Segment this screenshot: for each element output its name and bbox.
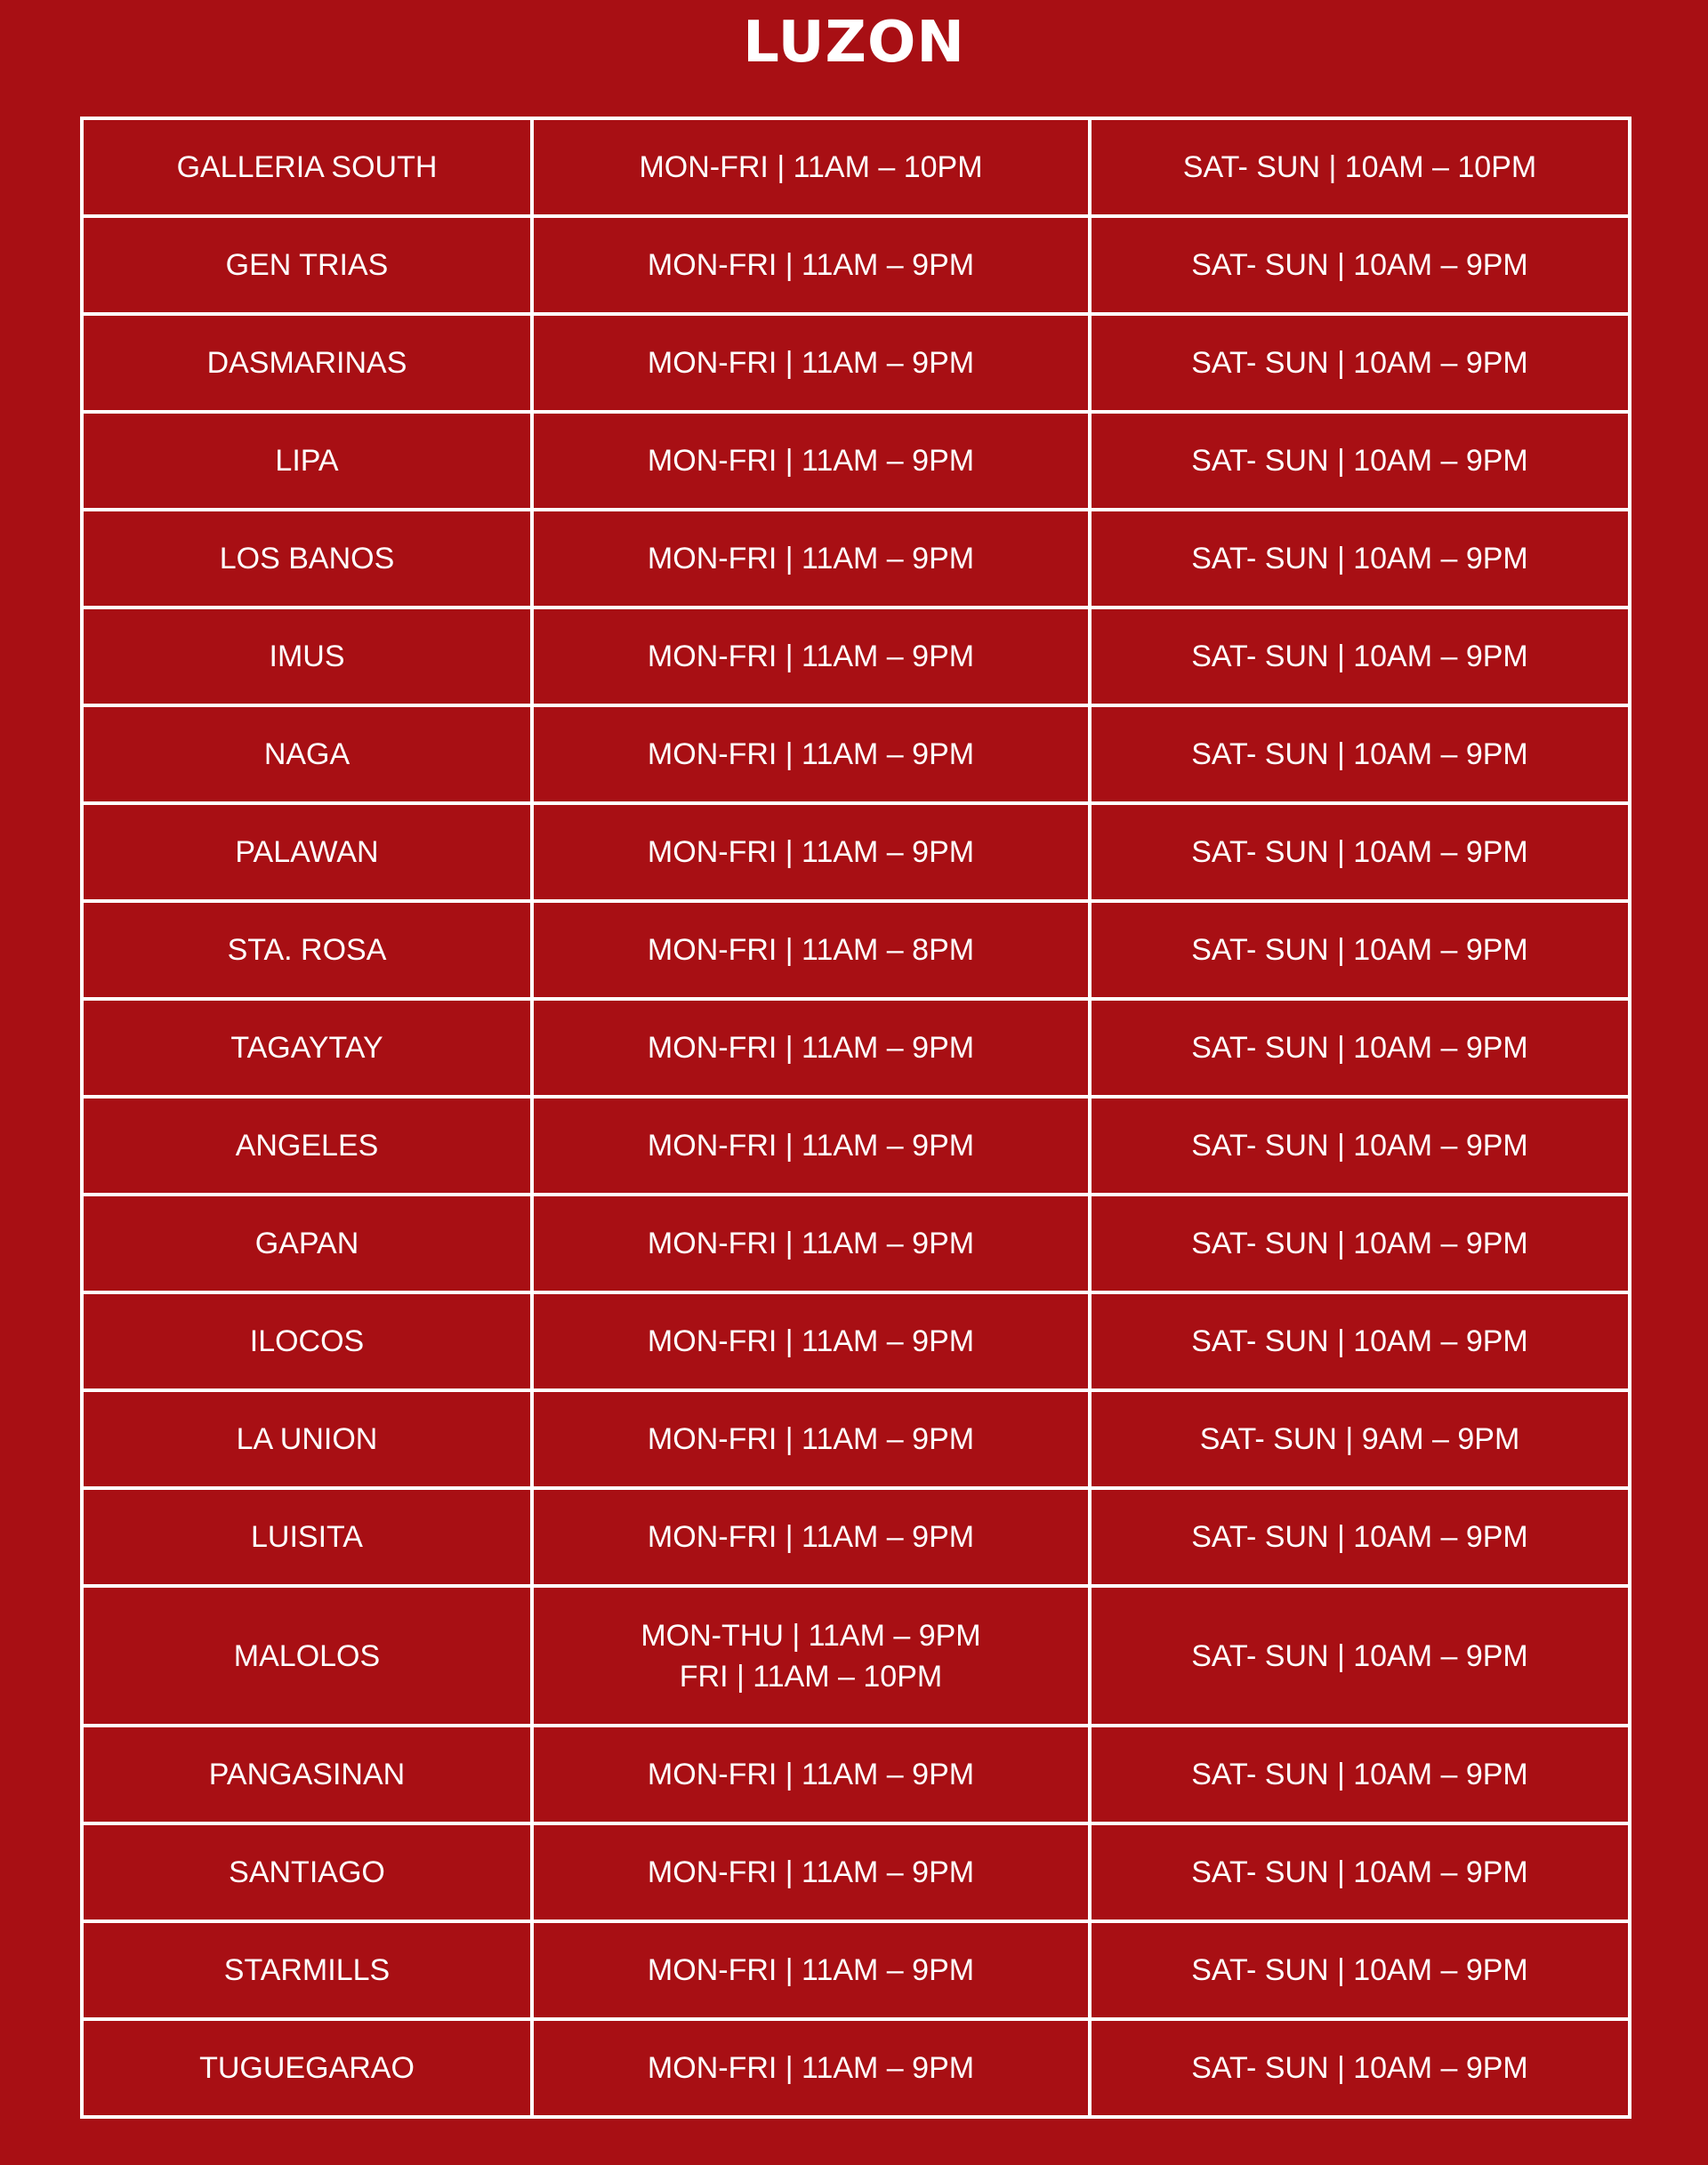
weekday-hours-line: MON-FRI | 11AM – 9PM [647, 1758, 975, 1791]
weekday-hours-cell [532, 1586, 1090, 1726]
branch-name-cell: STA. ROSA [82, 901, 532, 999]
table-row [82, 999, 1630, 1097]
weekday-hours-cell [532, 803, 1090, 901]
weekday-hours-line: MON-FRI | 11AM – 9PM [647, 1953, 975, 1987]
table-row [82, 608, 1630, 705]
weekday-hours-line: MON-FRI | 11AM – 9PM [647, 542, 975, 575]
weekday-hours-line: MON-FRI | 11AM – 9PM [647, 444, 975, 478]
weekday-hours-line: MON-FRI | 11AM – 9PM [647, 737, 975, 771]
weekend-hours-cell: SAT- SUN | 10AM – 9PM [1090, 314, 1630, 412]
weekday-hours-cell [532, 216, 1090, 314]
weekday-hours-cell [532, 1097, 1090, 1195]
table-row [82, 1586, 1630, 1726]
table-row [82, 1488, 1630, 1586]
branch-name-cell: MALOLOS [82, 1586, 532, 1726]
table-row [82, 1292, 1630, 1390]
branch-name-cell: LOS BANOS [82, 510, 532, 608]
weekend-hours-cell: SAT- SUN | 10AM – 9PM [1090, 1726, 1630, 1823]
weekday-hours-line: MON-FRI | 11AM – 9PM [647, 1855, 975, 1889]
weekday-hours-line: MON-FRI | 11AM – 9PM [647, 835, 975, 869]
table-row [82, 803, 1630, 901]
weekend-hours-cell: SAT- SUN | 9AM – 9PM [1090, 1390, 1630, 1488]
weekday-hours-line: MON-FRI | 11AM – 9PM [647, 1129, 975, 1163]
weekend-hours-cell: SAT- SUN | 10AM – 9PM [1090, 1921, 1630, 2019]
weekday-hours-cell [532, 314, 1090, 412]
weekday-hours-line: MON-FRI | 11AM – 9PM [647, 1227, 975, 1260]
branch-name-cell: LIPA [82, 412, 532, 510]
table-row [82, 216, 1630, 314]
table-row [82, 1823, 1630, 1921]
weekend-hours-cell: SAT- SUN | 10AM – 9PM [1090, 999, 1630, 1097]
table-row [82, 1390, 1630, 1488]
weekday-hours-cell [532, 705, 1090, 803]
weekend-hours-cell: SAT- SUN | 10AM – 9PM [1090, 803, 1630, 901]
weekday-hours-cell [532, 999, 1090, 1097]
weekend-hours-cell: SAT- SUN | 10AM – 9PM [1090, 1823, 1630, 1921]
branch-name-cell: PANGASINAN [82, 1726, 532, 1823]
table-row [82, 1726, 1630, 1823]
weekend-hours-cell: SAT- SUN | 10AM – 9PM [1090, 1586, 1630, 1726]
weekend-hours-cell: SAT- SUN | 10AM – 9PM [1090, 216, 1630, 314]
weekday-hours-line: FRI | 11AM – 10PM [679, 1659, 943, 1694]
weekday-hours-line: MON-FRI | 11AM – 9PM [647, 1520, 975, 1554]
weekday-hours-line: MON-FRI | 11AM – 10PM [639, 150, 983, 184]
weekday-hours-cell [532, 1823, 1090, 1921]
weekday-hours-cell [532, 901, 1090, 999]
table-row [82, 314, 1630, 412]
table-row [82, 412, 1630, 510]
weekday-hours-cell [532, 118, 1090, 216]
branch-name-cell: LA UNION [82, 1390, 532, 1488]
branch-name-cell: STARMILLS [82, 1921, 532, 2019]
branch-name-cell: GALLERIA SOUTH [82, 118, 532, 216]
weekday-hours-line: MON-FRI | 11AM – 9PM [647, 346, 975, 380]
page-title: LUZON [743, 10, 965, 76]
weekday-hours-line: MON-THU | 11AM – 9PM [640, 1618, 981, 1653]
branch-name-cell: PALAWAN [82, 803, 532, 901]
table-row [82, 2019, 1630, 2117]
branch-name-cell: GAPAN [82, 1195, 532, 1292]
table-row [82, 1097, 1630, 1195]
weekday-hours-cell [532, 510, 1090, 608]
store-hours-table [80, 117, 1631, 2119]
weekday-hours-line: MON-FRI | 11AM – 9PM [647, 2051, 975, 2085]
weekend-hours-cell: SAT- SUN | 10AM – 9PM [1090, 1488, 1630, 1586]
weekend-hours-cell: SAT- SUN | 10AM – 9PM [1090, 1097, 1630, 1195]
weekend-hours-cell: SAT- SUN | 10AM – 9PM [1090, 510, 1630, 608]
weekend-hours-cell: SAT- SUN | 10AM – 9PM [1090, 2019, 1630, 2117]
weekend-hours-cell: SAT- SUN | 10AM – 9PM [1090, 1292, 1630, 1390]
branch-name-cell: LUISITA [82, 1488, 532, 1586]
weekday-hours-cell [532, 1921, 1090, 2019]
weekday-hours-cell [532, 1292, 1090, 1390]
weekend-hours-cell: SAT- SUN | 10AM – 9PM [1090, 901, 1630, 999]
branch-name-cell: SANTIAGO [82, 1823, 532, 1921]
branch-name-cell: GEN TRIAS [82, 216, 532, 314]
weekend-hours-cell: SAT- SUN | 10AM – 10PM [1090, 118, 1630, 216]
weekday-hours-cell [532, 1488, 1090, 1586]
weekday-hours-line: MON-FRI | 11AM – 8PM [647, 933, 975, 967]
weekday-hours-cell [532, 1726, 1090, 1823]
weekday-hours-line: MON-FRI | 11AM – 9PM [647, 248, 975, 282]
table-row [82, 705, 1630, 803]
table-row [82, 1921, 1630, 2019]
weekend-hours-cell: SAT- SUN | 10AM – 9PM [1090, 705, 1630, 803]
branch-name-cell: TUGUEGARAO [82, 2019, 532, 2117]
weekday-hours-cell [532, 1195, 1090, 1292]
weekday-hours-line: MON-FRI | 11AM – 9PM [647, 640, 975, 673]
weekday-hours-line: MON-FRI | 11AM – 9PM [647, 1422, 975, 1456]
table-row [82, 510, 1630, 608]
table-row [82, 1195, 1630, 1292]
weekday-hours-cell [532, 412, 1090, 510]
branch-name-cell: DASMARINAS [82, 314, 532, 412]
weekend-hours-cell: SAT- SUN | 10AM – 9PM [1090, 1195, 1630, 1292]
branch-name-cell: TAGAYTAY [82, 999, 532, 1097]
weekday-hours-cell [532, 2019, 1090, 2117]
weekend-hours-cell: SAT- SUN | 10AM – 9PM [1090, 412, 1630, 510]
branch-name-cell: NAGA [82, 705, 532, 803]
branch-name-cell: IMUS [82, 608, 532, 705]
weekday-hours-line: MON-FRI | 11AM – 9PM [647, 1031, 975, 1065]
weekend-hours-cell: SAT- SUN | 10AM – 9PM [1090, 608, 1630, 705]
table-row [82, 901, 1630, 999]
weekday-hours-cell [532, 1390, 1090, 1488]
table-row [82, 118, 1630, 216]
branch-name-cell: ANGELES [82, 1097, 532, 1195]
weekday-hours-cell [532, 608, 1090, 705]
store-hours-body [82, 118, 1630, 2117]
branch-name-cell: ILOCOS [82, 1292, 532, 1390]
weekday-hours-line: MON-FRI | 11AM – 9PM [647, 1324, 975, 1358]
